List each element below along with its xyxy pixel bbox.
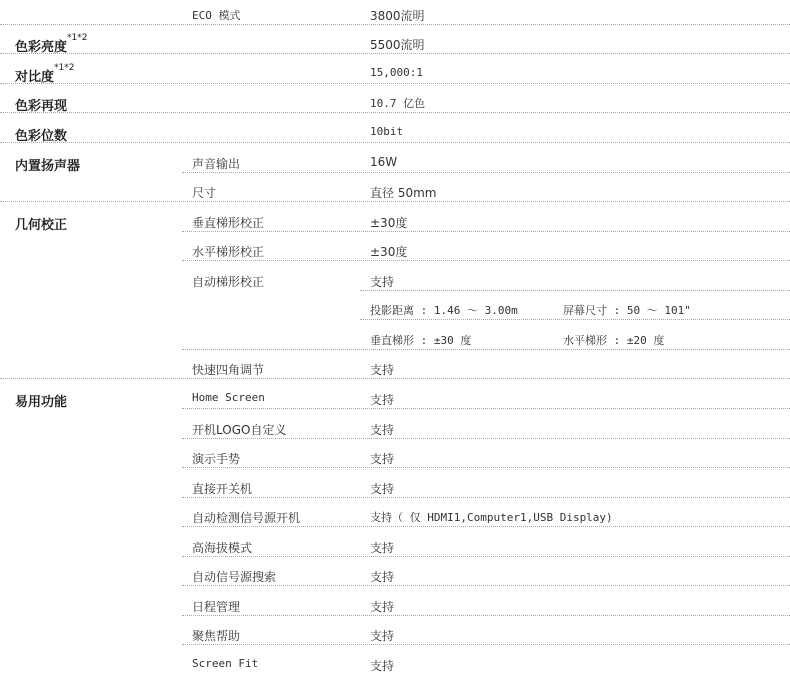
row-divider <box>0 83 790 84</box>
row-divider <box>0 112 790 113</box>
spec-value: 10.7 亿色 <box>370 97 426 110</box>
row-divider <box>360 319 790 320</box>
row-divider <box>182 260 790 261</box>
spec-item-label: Home Screen <box>192 391 265 404</box>
spec-value: 支持 <box>370 452 395 466</box>
spec-item-label: 直接开关机 <box>192 482 253 496</box>
spec-item-label: 开机LOGO自定义 <box>192 423 287 437</box>
spec-item-label: 快速四角调节 <box>192 363 265 377</box>
spec-value: 投影距离 : 1.46 ～ 3.00m <box>370 304 518 317</box>
spec-category-label: 易用功能 <box>15 395 68 410</box>
row-divider <box>0 53 790 54</box>
spec-value: 垂直梯形 : ±30 度 <box>370 334 472 347</box>
spec-value: 15,000:1 <box>370 66 423 79</box>
spec-value: 3800流明 <box>370 9 425 23</box>
spec-item-label: 日程管理 <box>192 600 241 614</box>
row-divider <box>0 378 790 379</box>
spec-category-label: 色彩亮度$^{*1*2}$ <box>15 33 88 55</box>
row-divider <box>182 231 790 232</box>
row-divider <box>182 556 790 557</box>
spec-value: 支持 <box>370 482 395 496</box>
spec-value: 支持 <box>370 541 395 555</box>
spec-value: 直径 50mm <box>370 186 437 200</box>
spec-value: 支持 <box>370 570 395 584</box>
row-divider <box>182 526 790 527</box>
spec-value: 支持 <box>370 600 395 614</box>
spec-item-label: 自动检测信号源开机 <box>192 511 301 525</box>
spec-value: 支持 <box>370 363 395 377</box>
spec-value: 5500流明 <box>370 38 425 52</box>
spec-item-label: 聚焦帮助 <box>192 629 241 643</box>
footnote-marker: *1*2 <box>67 33 88 43</box>
spec-item-label: 自动梯形校正 <box>192 275 265 289</box>
spec-value-secondary: 屏幕尺寸 : 50 ～ 101" <box>563 304 691 317</box>
spec-value: 支持 <box>370 659 395 673</box>
spec-value: 支持（ 仅 HDMI1,Computer1,USB Display) <box>370 511 613 524</box>
row-divider <box>182 438 790 439</box>
row-divider <box>0 142 790 143</box>
spec-value: 支持 <box>370 393 395 407</box>
spec-category-label: 对比度$^{*1*2}$ <box>15 63 75 85</box>
spec-item-label: 垂直梯形校正 <box>192 216 265 230</box>
row-divider <box>182 644 790 645</box>
row-divider <box>182 172 790 173</box>
row-divider <box>182 585 790 586</box>
spec-item-label: 自动信号源搜索 <box>192 570 277 584</box>
spec-value: 支持 <box>370 423 395 437</box>
row-divider <box>0 201 790 202</box>
spec-value: 16W <box>370 155 398 169</box>
spec-category-label: 色彩再现 <box>15 99 68 114</box>
spec-value-secondary: 水平梯形 : ±20 度 <box>563 334 665 347</box>
spec-item-label: 演示手势 <box>192 452 241 466</box>
row-divider <box>182 349 790 350</box>
row-divider <box>182 408 790 409</box>
spec-value: 支持 <box>370 275 395 289</box>
spec-value: 10bit <box>370 125 404 138</box>
row-divider <box>182 497 790 498</box>
spec-category-label: 色彩位数 <box>15 129 68 144</box>
row-divider <box>0 24 790 25</box>
row-divider <box>360 290 790 291</box>
spec-item-label: 水平梯形校正 <box>192 245 265 259</box>
spec-value: 支持 <box>370 629 395 643</box>
spec-value: ±30度 <box>370 245 408 259</box>
spec-item-label: 声音输出 <box>192 157 241 171</box>
row-divider <box>182 467 790 468</box>
footnote-marker: *1*2 <box>54 63 75 73</box>
spec-item-label: 尺寸 <box>192 186 217 200</box>
spec-item-label: Screen Fit <box>192 657 259 670</box>
spec-category-label: 内置扬声器 <box>15 159 81 174</box>
spec-value: ±30度 <box>370 216 408 230</box>
spec-category-label: 几何校正 <box>15 218 68 233</box>
spec-item-label: ECO 模式 <box>192 9 241 22</box>
row-divider <box>182 615 790 616</box>
spec-item-label: 高海拔模式 <box>192 541 253 555</box>
